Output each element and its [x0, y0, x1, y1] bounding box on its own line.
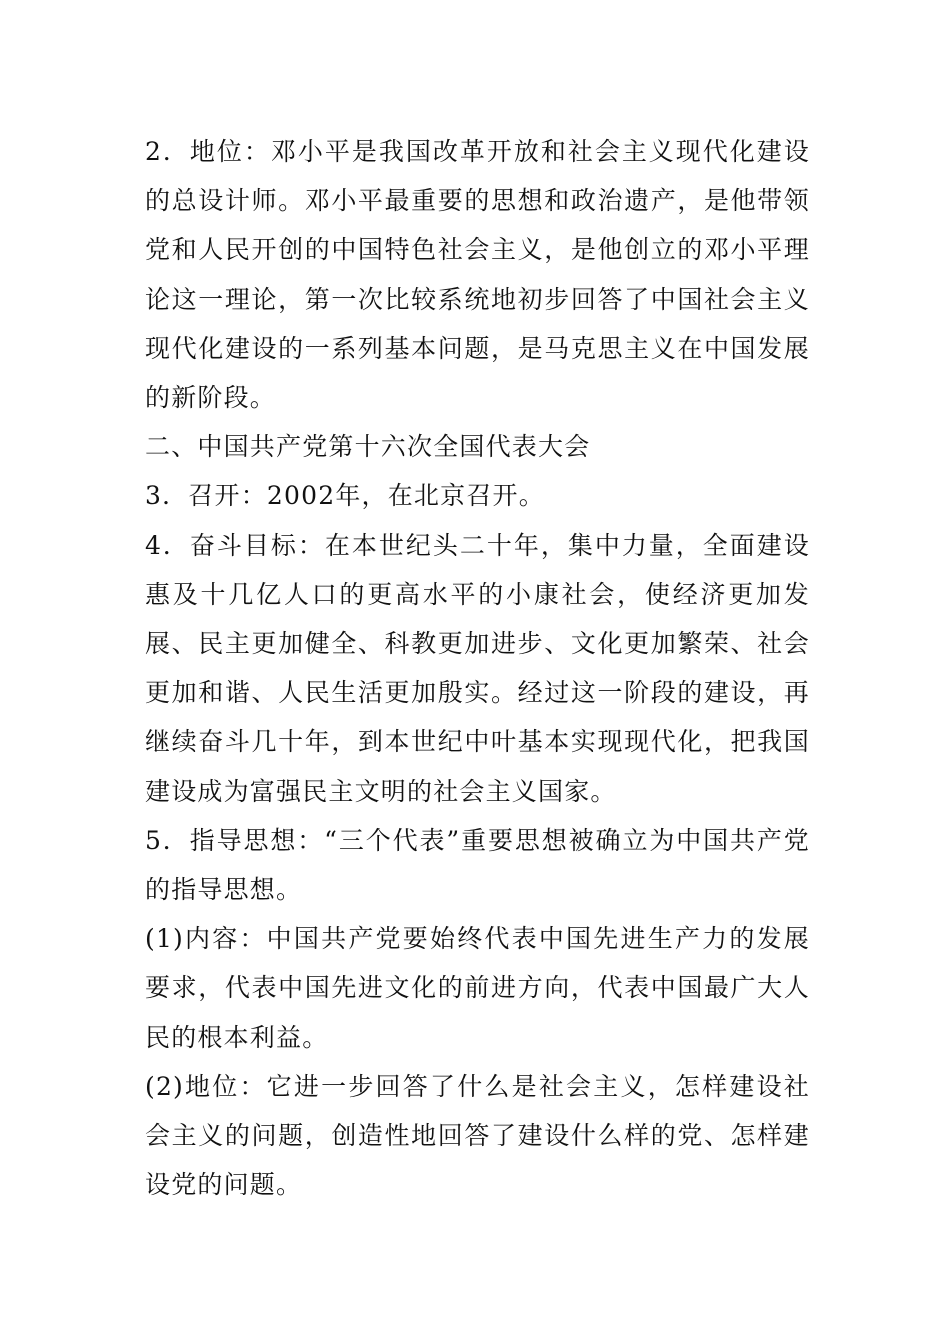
paragraph-content: (1)内容：中国共产党要始终代表中国先进生产力的发展要求，代表中国先进文化的前进方向，代表中国最广大人民的根本利益。	[145, 924, 810, 1052]
paragraph-convening: 3．召开：2002年，在北京召开。	[145, 481, 545, 511]
paragraph-deng-xiaoping-status: 2．地位：邓小平是我国改革开放和社会主义现代化建设的总设计师。邓小平最重要的思想和政治遗产，是他带领党和人民开创的中国特色社会主义，是他创立的邓小平理论这一理论，第一次比较系统地初步回答了中国社会主义现代化建设的一系列基本问题，是马克思主义在中国发展的新阶段。	[145, 137, 810, 413]
paragraph-guiding-ideology: 5．指导思想：“三个代表”重要思想被确立为中国共产党的指导思想。	[145, 825, 810, 905]
paragraph-goals: 4．奋斗目标：在本世纪头二十年，集中力量，全面建设惠及十几亿人口的更高水平的小康社会，使经济更加发展、民主更加健全、科教更加进步、文化更加繁荣、社会更加和谐、人民生活更加殷实。经过这一阶段的建设，再继续奋斗几十年，到本世纪中叶基本实现现代化，把我国建设成为富强民主文明的社会主义国家。	[145, 530, 810, 806]
paragraph-status: (2)地位：它进一步回答了什么是社会主义，怎样建设社会主义的问题，创造性地回答了建设什么样的党、怎样建设党的问题。	[145, 1071, 810, 1200]
section-heading-16th-congress: 二、中国共产党第十六次全国代表大会	[145, 432, 591, 462]
document-body	[145, 127, 810, 1209]
